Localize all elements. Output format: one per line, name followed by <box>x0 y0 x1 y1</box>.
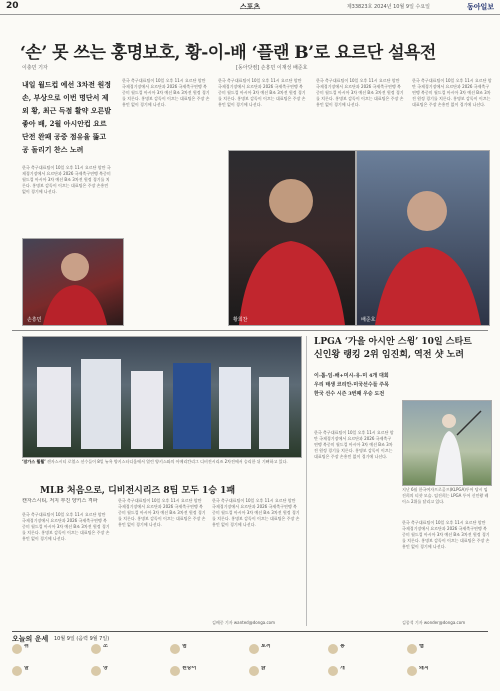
zodiac-label: 개 <box>340 666 345 671</box>
zodiac-animal-icon <box>170 644 180 654</box>
zodiac-label: 돼지 <box>419 666 429 671</box>
main-body-col3: 한국 축구대표팀이 10일 오후 11시 요르단 암만 국제경기장에서 요르단과 2026 국제축구연맹 북중미 월드컵 아시아 3차 예선 B조 3차전 원정 경기를 치른다. 홍명보 감독이 이끄는 대표팀은 주장 손흥민 없이 경기에 나선다. <box>218 78 306 107</box>
zodiac-animal-icon <box>249 666 259 676</box>
mlb-photo-caption-title: ‘잠가스 훨훨’ <box>22 459 46 464</box>
issue-info: 제33823호 2024년 10월 9일 수요일 <box>346 4 430 10</box>
mlb-photo-caption-text: 캔자스시티 로열스 선수들이 8일 뉴욕 양키스타디움에서 열린 양키스와의 아메리칸리그 디비전시리즈 2차전에서 승리한 뒤 기뻐하고 있다. <box>47 459 288 464</box>
zodiac-animal-icon <box>407 666 417 676</box>
zodiac-label: 용 <box>340 644 345 649</box>
horoscope-cell <box>170 644 248 668</box>
photo-name-hwang: 황희찬 <box>233 317 248 323</box>
mlb-body-col2: 한국 축구대표팀이 10일 오후 11시 요르단 암만 국제경기장에서 요르단과 2026 국제축구연맹 북중미 월드컵 아시아 3차 예선 B조 3차전 원정 경기를 치른다. 홍명보 감독이 이끄는 대표팀은 주장 손흥민 없이 경기에 나선다. <box>118 498 206 527</box>
main-body-col2: 한국 축구대표팀이 10일 오후 11시 요르단 암만 국제경기장에서 요르단과 2026 국제축구연맹 북중미 월드컵 아시아 3차 예선 B조 3차전 원정 경기를 치른다. 홍명보 감독이 이끄는 대표팀은 주장 손흥민 없이 경기에 나선다. <box>122 78 210 107</box>
lpga-headline-line2: 신인왕 랭킹 2위 임진희, 역전 샷 노려 <box>314 350 464 360</box>
mlb-photo-caption <box>22 459 300 473</box>
mlb-byline: 김배중 기자 wanted@donga.com <box>212 620 276 625</box>
horoscope-cell <box>91 644 169 668</box>
photo-son-heung-min <box>22 238 124 326</box>
horoscope-date: 10월 9일 (음력 9월 7일) <box>54 636 110 642</box>
main-byline: 이충민 기자 <box>22 65 48 71</box>
zodiac-label: 말 <box>24 666 29 671</box>
zodiac-animal-icon <box>328 644 338 654</box>
photo-name-son: 손흥민 <box>27 317 42 323</box>
column-divider <box>306 336 307 626</box>
horoscope-band <box>12 631 488 688</box>
main-body-col4: 한국 축구대표팀이 10일 오후 11시 요르단 암만 국제경기장에서 요르단과 2026 국제축구연맹 북중미 월드컵 아시아 3차 예선 B조 3차전 원정 경기를 치른다. 홍명보 감독이 이끄는 대표팀은 주장 손흥민 없이 경기에 나선다. <box>316 78 404 107</box>
main-lead: 내일 월드컵 예선 3차전 원정 손, 부상으로 이번 명단서 제외 황, 최근 득점 활약 오른발 좋아 배, 2월 아시안컵 요르단전 완패 공중 점유율 뚫고 공 돌리기 찬스 노려 <box>22 80 112 154</box>
zodiac-animal-icon <box>249 644 259 654</box>
lpga-byline: 김종석 기자 wonder@donga.com <box>402 620 466 625</box>
zodiac-label: 원숭이 <box>182 666 197 671</box>
horoscope-cell <box>407 644 485 668</box>
main-body-col5: 한국 축구대표팀이 10일 오후 11시 요르단 암만 국제경기장에서 요르단과 2026 국제축구연맹 북중미 월드컵 아시아 3차 예선 B조 3차전 원정 경기를 치른다. 홍명보 감독이 이끄는 대표팀은 주장 손흥민 없이 경기에 나선다. <box>412 78 492 107</box>
mlb-lead: 캔자스시티, 저지 부진 양키스 격파 <box>22 498 98 504</box>
main-photo-credit: [동아닷컴] 손흥민 이재성 배준호 <box>236 65 308 71</box>
golfer-silhouette-icon <box>403 401 491 485</box>
zodiac-animal-icon <box>91 644 101 654</box>
zodiac-label: 닭 <box>261 666 266 671</box>
zodiac-label: 소 <box>103 644 108 649</box>
player-silhouette-icon <box>23 239 123 325</box>
horoscope-cell <box>328 644 406 668</box>
horoscope-cell <box>249 644 327 668</box>
zodiac-animal-icon <box>328 666 338 676</box>
page-number: 20 <box>6 1 19 11</box>
horoscope-cell <box>328 666 406 690</box>
horoscope-grid <box>12 644 488 688</box>
zodiac-animal-icon <box>91 666 101 676</box>
mlb-headline: MLB 처음으로, 디비전시리즈 8팀 모두 1승 1패 <box>40 486 236 496</box>
horoscope-title: 오늘의 운세 <box>12 635 49 643</box>
section-label: 스포츠 <box>239 3 261 11</box>
main-body-col1: 한국 축구대표팀이 10일 오후 11시 요르단 암만 국제경기장에서 요르단과 2026 국제축구연맹 북중미 월드컵 아시아 3차 예선 B조 3차전 원정 경기를 치른다. 홍명보 감독이 이끄는 대표팀은 주장 손흥민 없이 경기에 나선다. <box>22 165 111 194</box>
player-silhouette-icon <box>229 151 355 325</box>
lpga-body-col1: 한국 축구대표팀이 10일 오후 11시 요르단 암만 국제경기장에서 요르단과 2026 국제축구연맹 북중미 월드컵 아시아 3차 예선 B조 3차전 원정 경기를 치른다. 홍명보 감독이 이끄는 대표팀은 주장 손흥민 없이 경기에 나선다. <box>314 430 394 459</box>
player-silhouette-icon <box>357 151 489 325</box>
mlb-body-col1: 한국 축구대표팀이 10일 오후 11시 요르단 암만 국제경기장에서 요르단과 2026 국제축구연맹 북중미 월드컵 아시아 3차 예선 B조 3차전 원정 경기를 치른다. 홍명보 감독이 이끄는 대표팀은 주장 손흥민 없이 경기에 나선다. <box>22 512 110 541</box>
zodiac-label: 쥐 <box>24 644 29 649</box>
lpga-headline-line1: LPGA ‘가을 아시안 스윙’ 10일 스타트 <box>314 337 472 347</box>
main-headline: ‘손’ 못 쓰는 홍명보호, 황-이-배 ‘플랜 B’로 요르단 설욕전 <box>20 43 436 63</box>
zodiac-animal-icon <box>170 666 180 676</box>
mlb-body-col3: 한국 축구대표팀이 10일 오후 11시 요르단 암만 국제경기장에서 요르단과 2026 국제축구연맹 북중미 월드컵 아시아 3차 예선 B조 3차전 원정 경기를 치른다. 홍명보 감독이 이끄는 대표팀은 주장 손흥민 없이 경기에 나선다. <box>212 498 300 527</box>
zodiac-label: 양 <box>103 666 108 671</box>
photo-name-bae: 배준호 <box>361 317 376 323</box>
masthead <box>0 0 500 15</box>
lpga-body-col2: 한국 축구대표팀이 10일 오후 11시 요르단 암만 국제경기장에서 요르단과 2026 국제축구연맹 북중미 월드컵 아시아 3차 예선 B조 3차전 원정 경기를 치른다. 홍명보 감독이 이끄는 대표팀은 주장 손흥민 없이 경기에 나선다. <box>402 520 490 549</box>
lpga-headline <box>314 336 490 362</box>
horoscope-cell <box>12 666 90 690</box>
players-group-icon <box>23 337 301 457</box>
zodiac-animal-icon <box>407 644 417 654</box>
photo-hwang-hee-chan <box>228 150 356 326</box>
horoscope-cell <box>170 666 248 690</box>
photo-im-jin-hee <box>402 400 492 486</box>
horoscope-cell <box>12 644 90 668</box>
zodiac-animal-icon <box>12 644 22 654</box>
horoscope-cell <box>91 666 169 690</box>
lpga-photo-caption: 지난 6월 한국여자프로골프(KLPGA)투어 당시 임진희의 티샷 모습. 임진희는 LPGA 투어 신인왕 레이스 2위를 달리고 있다. <box>402 487 489 504</box>
zodiac-label: 뱀 <box>419 644 424 649</box>
lpga-lead: 이-톱-임-배+미시-유-미 4개 대회 우리 태생 코리안-미국선수들 주목 한국 선수 시즌 3번째 우승 도전 <box>314 373 389 397</box>
horoscope-cell <box>407 666 485 690</box>
zodiac-label: 범 <box>182 644 187 649</box>
photo-royals-celebration <box>22 336 302 458</box>
horoscope-cell <box>249 666 327 690</box>
photo-bae-jun-ho <box>356 150 490 326</box>
zodiac-animal-icon <box>12 666 22 676</box>
paper-logo: 동아일보 <box>466 3 494 11</box>
section-divider <box>12 330 488 331</box>
zodiac-label: 토끼 <box>261 644 271 649</box>
